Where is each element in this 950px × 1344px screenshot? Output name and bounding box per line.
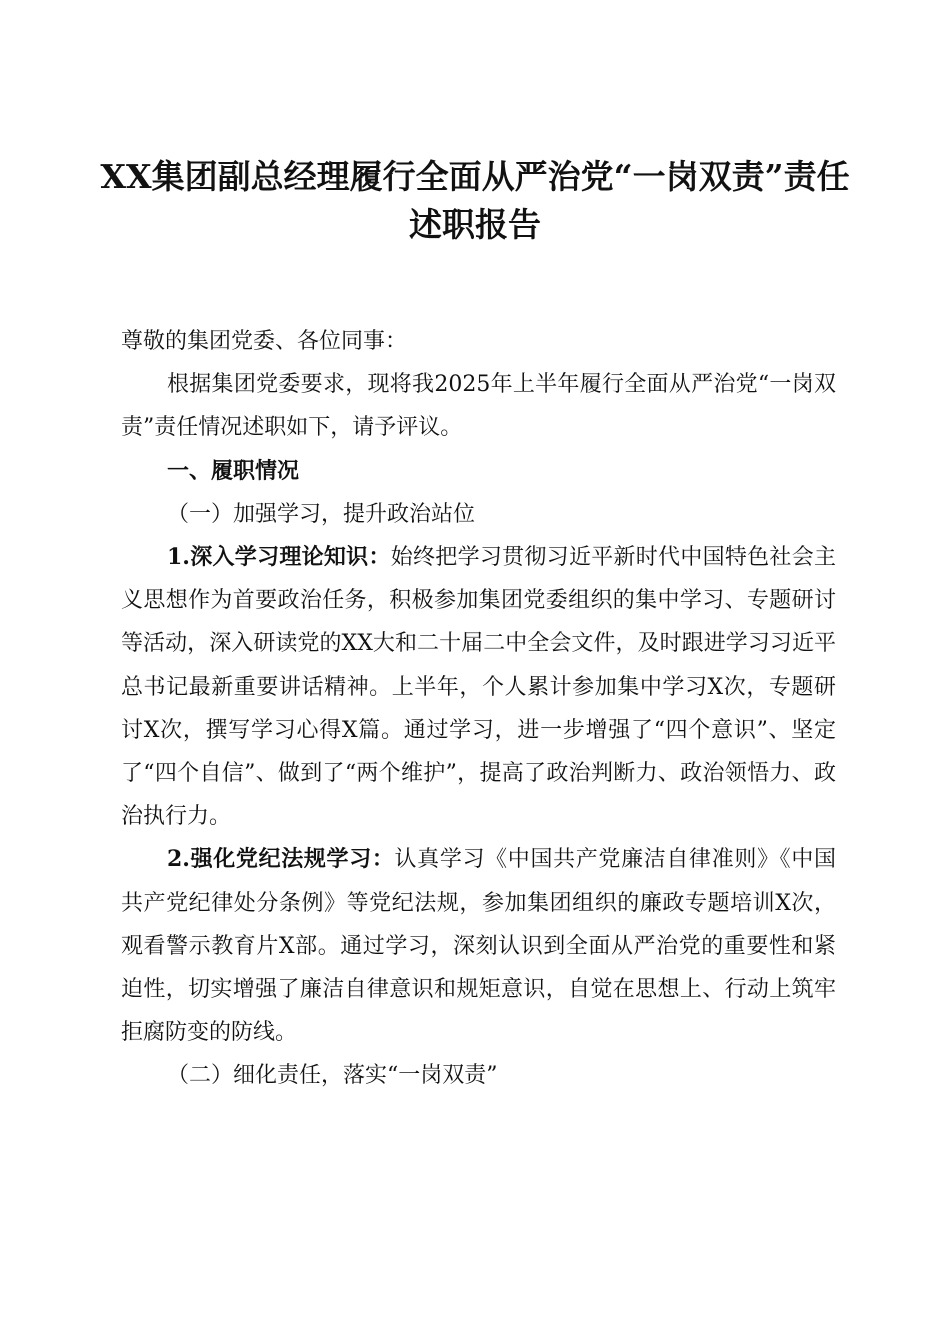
document-title: XX集团副总经理履行全面从严治党“一岗双责”责任述职报告	[100, 157, 850, 244]
subsection-heading-1: （一）加强学习，提升政治站位	[167, 501, 476, 527]
document-body	[121, 320, 836, 1098]
intro-paragraph: 根据集团党委要求，现将我2025年上半年履行全面从严治党“一岗双责”责任情况述职如下，请予评议。	[121, 372, 836, 441]
item-1-text: 始终把学习贯彻习近平新时代中国特色社会主义思想作为首要政治任务，积极参加集团党委组织的集中学习、专题研讨等活动，深入研读党的XX大和二十届二中全会文件，及时跟进学习习近平总书记最新重要讲话精神。上半年，个人累计参加集中学习X次，专题研讨X次，撰写学习心得X篇。通过学习，进一步增强了“四个意识”、坚定了“四个自信”、做到了“两个维护”，提高了政治判断力、政治领悟力、政治执行力。	[121, 545, 836, 830]
item-2-text: 认真学习《中国共产党廉洁自律准则》《中国共产党纪律处分条例》等党纪法规，参加集团组织的廉政专题培训X次，观看警示教育片X部。通过学习，深刻认识到全面从严治党的重要性和紧迫性，切实增强了廉洁自律意识和规矩意识，自觉在思想上、行动上筑牢拒腐防变的防线。	[121, 847, 836, 1046]
item-1-lead: 1.深入学习理论知识：	[167, 544, 391, 571]
subsection-heading-2: （二）细化责任，落实“一岗双责”	[167, 1063, 498, 1089]
salutation: 尊敬的集团党委、各位同事：	[121, 329, 408, 354]
section-heading-1: 一、履职情况	[167, 457, 300, 484]
item-2-lead: 2.强化党纪法规学习：	[167, 846, 395, 873]
item-2-paragraph	[121, 838, 836, 1054]
item-1-paragraph	[121, 536, 836, 838]
